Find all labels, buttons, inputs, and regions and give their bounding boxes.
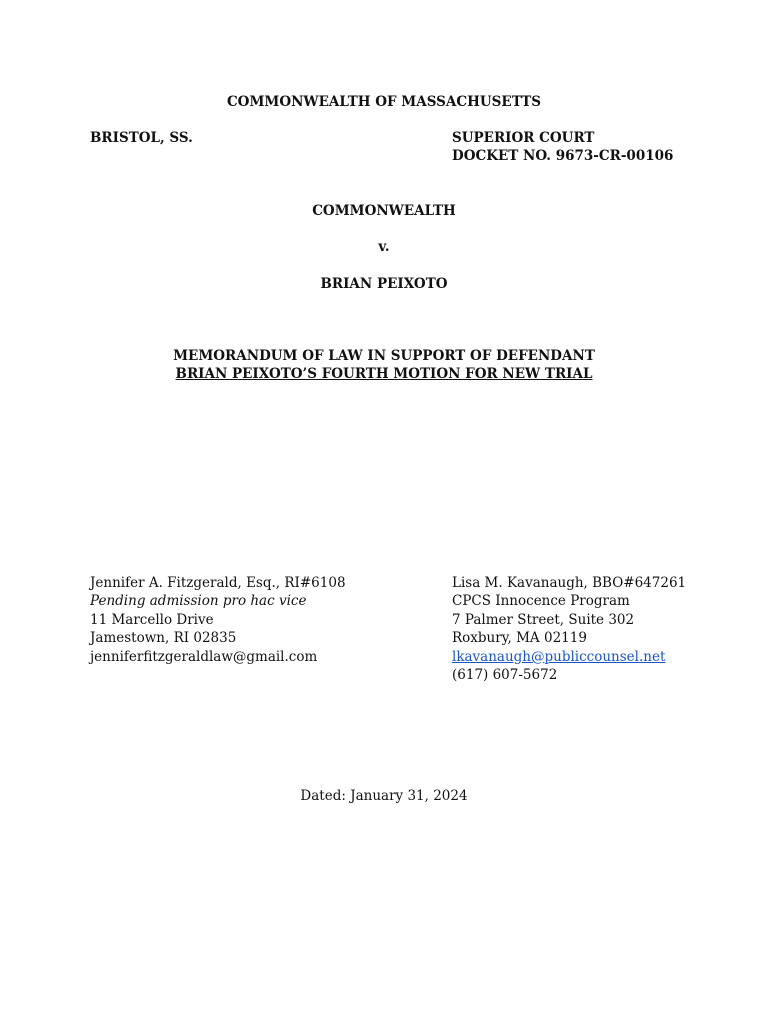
- document-title-line-2: BRIAN PEIXOTO’S FOURTH MOTION FOR NEW TRIAL: [175, 366, 593, 383]
- caption-versus: v.: [378, 239, 390, 255]
- caption-defendant: BRIAN PEIXOTO: [320, 276, 448, 292]
- county-label: BRISTOL, SS.: [90, 130, 193, 146]
- counsel-left-address-1: 11 Marcello Drive: [90, 611, 214, 628]
- counsel-left-address-2: Jamestown, RI 02835: [90, 630, 237, 647]
- docket-number: DOCKET NO. 9673-CR-00106: [452, 148, 674, 165]
- court-name: SUPERIOR COURT: [452, 130, 595, 146]
- caption-plaintiff: COMMONWEALTH: [312, 203, 456, 219]
- counsel-right-name: Lisa M. Kavanaugh, BBO#647261: [452, 575, 687, 591]
- dated-line: Dated: January 31, 2024: [300, 788, 468, 804]
- counsel-right-email-link[interactable]: lkavanaugh@publiccounsel.net: [452, 648, 666, 665]
- document-title-line-1: MEMORANDUM OF LAW IN SUPPORT OF DEFENDANT: [173, 348, 595, 364]
- counsel-left-email: jenniferfitzgeraldlaw@gmail.com: [90, 648, 318, 665]
- document-title: [0, 347, 768, 384]
- counsel-right-address-2: Roxbury, MA 02119: [452, 630, 587, 647]
- counsel-right-address-1: 7 Palmer Street, Suite 302: [452, 611, 635, 628]
- counsel-right-org: CPCS Innocence Program: [452, 593, 630, 610]
- commonwealth-heading: COMMONWEALTH OF MASSACHUSETTS: [226, 94, 542, 110]
- court-block: [452, 129, 673, 166]
- counsel-right-phone: (617) 607-5672: [452, 667, 558, 684]
- counsel-right-block: [452, 574, 686, 684]
- counsel-left-note: Pending admission pro hac vice: [90, 593, 307, 610]
- counsel-left-block: [90, 574, 346, 666]
- counsel-left-name: Jennifer A. Fitzgerald, Esq., RI#6108: [90, 575, 346, 591]
